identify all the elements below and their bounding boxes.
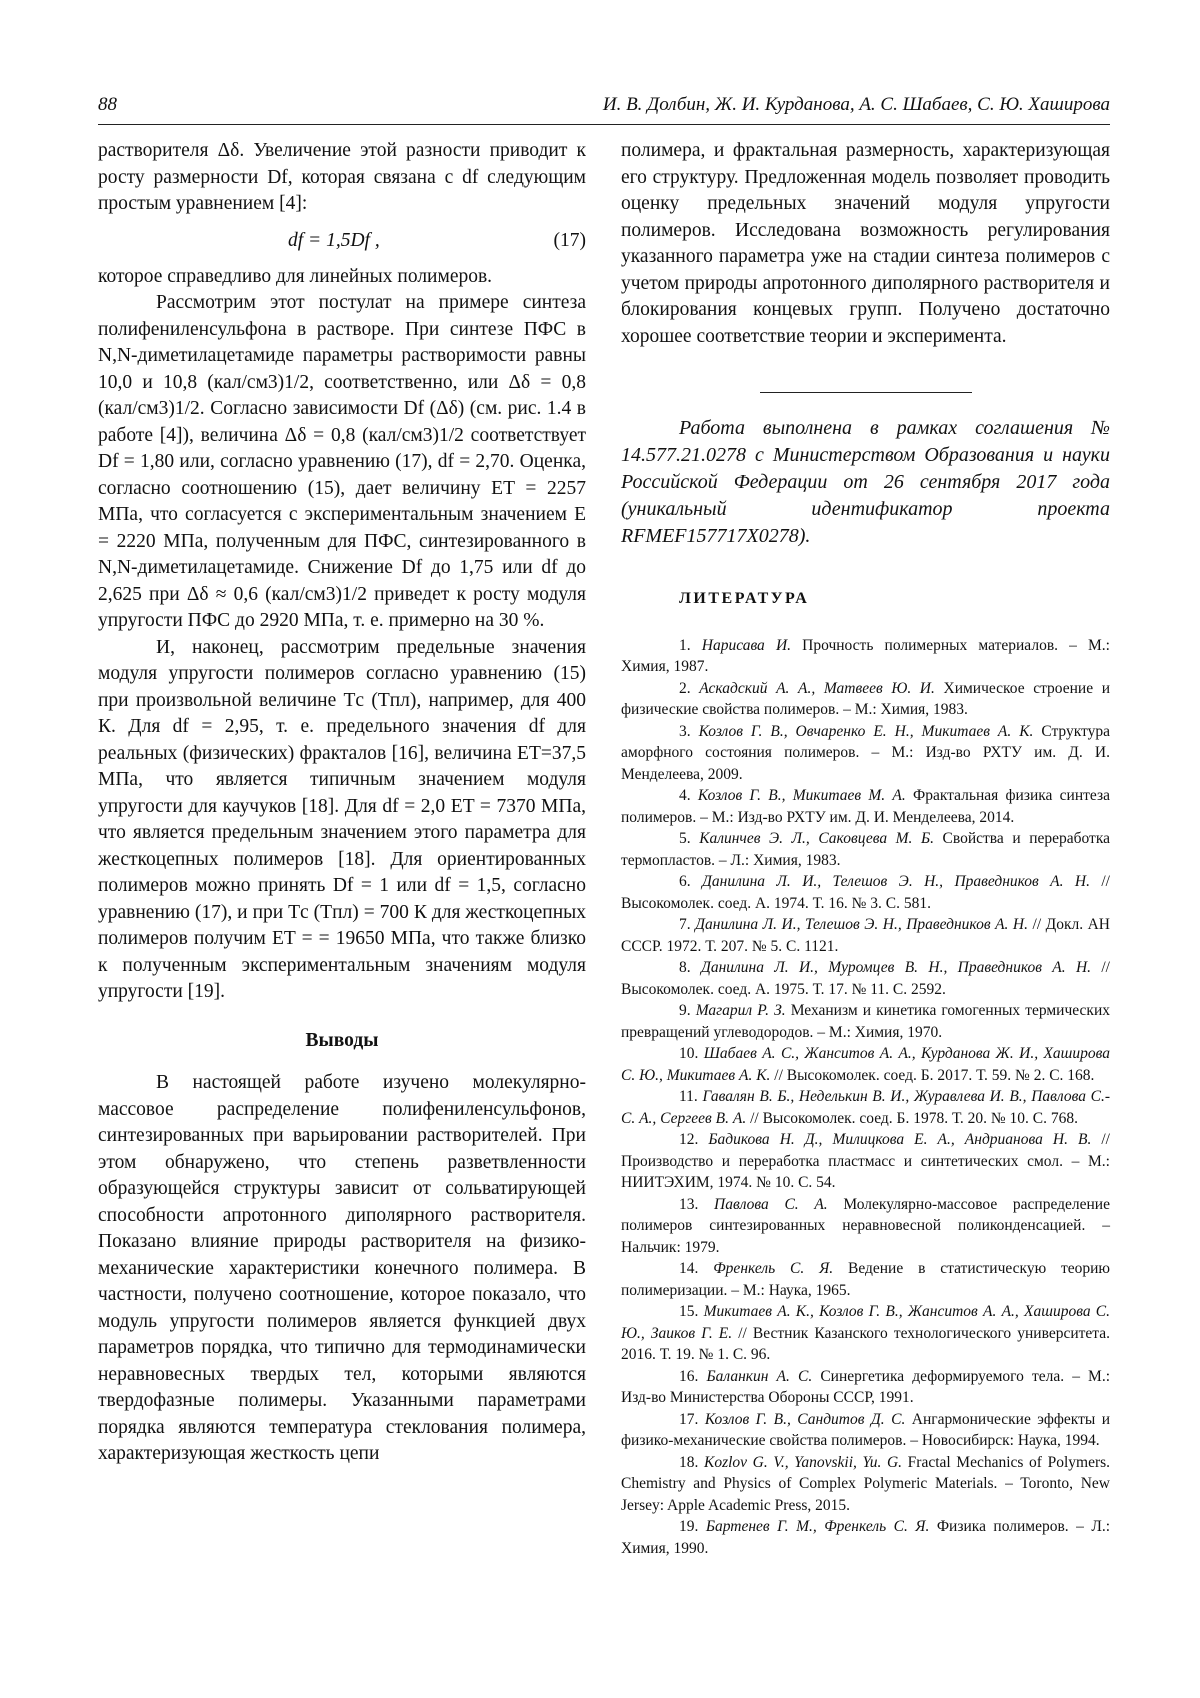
- reference-item: [621, 1516, 1110, 1559]
- reference-item: [621, 828, 1110, 871]
- right-column: [621, 138, 1110, 1559]
- reference-number: 3.: [679, 722, 691, 740]
- reference-text: Фрактальная физика синтеза полимеров. – М.: Изд-во РХТУ им. Д. И. Менделеева, 2014.: [621, 787, 1110, 826]
- references-heading: ЛИТЕРАТУРА: [679, 590, 810, 607]
- reference-number: 11.: [679, 1088, 698, 1105]
- reference-authors: Баланкин А. С.: [706, 1367, 813, 1385]
- reference-number: 12.: [679, 1131, 699, 1148]
- reference-text: Химическое строение и физические свойства полимеров. – М.: Химия, 1983.: [621, 679, 1111, 718]
- left-paragraph-3: Рассмотрим этот постулат на примере синтеза полифениленсульфона в растворе. При синтезе ПФС в N,N-диметилацетамиде параметры растворимости равны 10,0 и 10,8 (кал/см3)1/2, соответственно, или Δδ = 0,8 (кал/см3)1/2. Согласно зависимости Df (Δδ) (см. рис. 1.4 в работе [4]), величина Δδ = 0,8 (кал/см3)1/2 соответствует Df = 1,80 или, согласно уравнению (17), df = 2,70. Оценка, согласно соотношению (15), дает величину ET = 2257 МПа, что согласуется с экспериментальным значением E = 2220 МПа, полученным для ПФС, синтезированного в N,N-диметилацетамиде. Снижение Df до 1,75 или df до 2,625 при Δδ ≈ 0,6 (кал/см3)1/2 приведет к росту модуля упругости ПФС до 2920 МПа, т. е. примерно на 30 %.: [98, 292, 586, 631]
- reference-text: Молекулярно-массовое распределение полимеров синтезированных неравновесной поликонденсацией. – Нальчик: 1979.: [621, 1195, 1110, 1256]
- reference-item: [621, 721, 1110, 786]
- right-paragraph-1: полимера, и фрактальная размерность, характеризующая его структуру. Предложенная модель позволяет проводить оценку предельных значений модуля упругости полимеров. Исследована возможность регулирования указанного параметра уже на стадии синтеза полимеров с учетом природы апротонного диполярного растворителя и блокирования концевых групп. Получено достаточно хорошее соответствие теории и эксперимента.: [621, 140, 1110, 347]
- reference-authors: Козлов Г. В., Микитаев М. А.: [697, 787, 906, 804]
- left-paragraph-2: которое справедливо для линейных полимеров.: [98, 265, 493, 287]
- equation-formula: df = 1,5Df ,: [288, 229, 380, 251]
- reference-authors: Гавалян В. Б., Неделькин В. И., Журавлева И. В., Павлова С.-С. А., Сергеев В. А.: [621, 1088, 1110, 1127]
- reference-item: [621, 678, 1110, 721]
- left-paragraph-4: И, наконец, рассмотрим предельные значения модуля упругости полимеров согласно уравнению (15) при произвольной величине Tс (Tпл), например, для 400 К. Для df = 2,95, т. е. предельного значения df для реальных (физических) фракталов [16], величина ET=37,5 МПа, что является типичным значением модуля упругости для каучуков [18]. Для df = 2,0 ET = 7370 МПа, что является предельным значением этого параметра для жесткоцепных полимеров [18]. Для ориентированных полимеров можно принять Df = 1 или df = 1,5, согласно уравнению (17), и при Tс (Tпл) = 700 К для жесткоцепных полимеров получим ET = = 19650 МПа, что также близко к полученным экспериментальным значениям модуля упругости [19].: [98, 636, 586, 1002]
- equation-17: [98, 218, 586, 264]
- reference-authors: Калинчев Э. Л., Саковцева М. Б.: [699, 830, 934, 847]
- reference-item: [621, 785, 1110, 828]
- page-number: 88: [98, 94, 117, 115]
- reference-item: [621, 635, 1110, 678]
- reference-authors: Нарисава И.: [701, 636, 792, 654]
- reference-number: 19.: [679, 1518, 699, 1535]
- reference-text: // Высокомолек. соед. А. 1974. Т. 16. № 3. С. 581.: [621, 873, 1110, 912]
- reference-text: Физика полимеров. – Л.: Химия, 1990.: [621, 1518, 1111, 1557]
- conclusions-heading: Выводы: [305, 1029, 379, 1051]
- reference-authors: Данилина Л. И., Телешов Э. Н., Праведников А. Н.: [695, 916, 1028, 933]
- reference-number: 16.: [679, 1367, 699, 1385]
- reference-text: Ангармонические эффекты и физико-механические свойства полимеров. – Новосибирск: Наука, 1994.: [621, 1410, 1111, 1449]
- reference-number: 17.: [679, 1410, 699, 1428]
- reference-text: Свойства и переработка термопластов. – Л.: Химия, 1983.: [621, 830, 1111, 869]
- reference-number: 1.: [679, 636, 691, 654]
- running-header: [98, 90, 1110, 125]
- reference-item: [621, 957, 1110, 1000]
- reference-item: [621, 1452, 1110, 1517]
- reference-text: Синергетика деформируемого тела. – М.: Изд-во Министерства Обороны СССР, 1991.: [621, 1367, 1111, 1406]
- reference-authors: Kozlov G. V., Yanovskii, Yu. G.: [704, 1453, 903, 1471]
- reference-authors: Козлов Г. В., Сандитов Д. С.: [704, 1410, 906, 1428]
- reference-authors: Магарил Р. З.: [695, 1002, 786, 1019]
- reference-text: // Докл. АН СССР. 1972. Т. 207. № 5. С. 1121.: [621, 916, 1110, 955]
- reference-number: 18.: [679, 1453, 699, 1471]
- reference-authors: Бадикова Н. Д., Милицкова Е. А., Андрианова Н. В.: [708, 1131, 1092, 1148]
- separator-line: [760, 392, 972, 393]
- reference-number: 2.: [679, 679, 691, 697]
- reference-text: Структура аморфного состояния полимеров. – М.: Изд-во РХТУ им. Д. И. Менделеева, 2009.: [621, 722, 1111, 783]
- left-column: [98, 138, 586, 1468]
- reference-item: [621, 1258, 1110, 1301]
- reference-item: [621, 1043, 1110, 1086]
- reference-number: 8.: [679, 959, 691, 976]
- reference-list: [621, 635, 1110, 1560]
- reference-number: 14.: [679, 1260, 699, 1277]
- reference-item: [621, 1194, 1110, 1259]
- reference-item: [621, 1086, 1110, 1129]
- reference-text: // Производство и переработка пластмасс и синтетических смол. – М.: НИИТЭХИМ, 1974. № 10. С. 54.: [621, 1131, 1110, 1191]
- reference-authors: Шабаев А. С., Жанситов А. А., Курданова Ж. И., Хаширова С. Ю., Микитаев А. К.: [621, 1045, 1111, 1084]
- conclusions-paragraph: В настоящей работе изучено молекулярно-массовое распределение полифениленсульфонов, синтезированных при варьировании растворителей. При этом обнаружено, что степень разветвленности образующейся структуры зависит от сольватирующей способности апротонного диполярного растворителя. Показано влияние природы растворителя на физико-механические характеристики конечного полимера. В частности, получено соотношение, которое показало, что модуль упругости полимеров является функцией двух параметров порядка, что типично для термодинамически неравновесных твердых тел, которыми являются твердофазные полимеры. Указанными параметрами порядка являются температура стеклования полимера, характеризующая жесткость цепи: [98, 1072, 586, 1464]
- reference-number: 4.: [679, 787, 691, 804]
- reference-item: [621, 871, 1110, 914]
- reference-number: 9.: [679, 1002, 691, 1019]
- reference-text: Прочность полимерных материалов. – М.: Химия, 1987.: [621, 636, 1110, 675]
- reference-number: 7.: [679, 916, 691, 933]
- reference-item: [621, 1301, 1110, 1366]
- reference-authors: Микитаев А. К., Козлов Г. В., Жанситов А. А., Хаширова С. Ю., Заиков Г. Е.: [621, 1303, 1111, 1342]
- reference-item: [621, 1000, 1110, 1043]
- reference-text: Fractal Mechanics of Polymers. Chemistry and Physics of Complex Polymeric Materials. – Toronto, New Jersey: Apple Academic Press, 2015.: [621, 1453, 1111, 1514]
- reference-authors: Павлова С. А.: [714, 1195, 828, 1213]
- reference-text: // Вестник Казанского технологического университета. 2016. Т. 19. № 1. С. 96.: [621, 1324, 1110, 1363]
- reference-number: 15.: [679, 1303, 699, 1320]
- reference-number: 10.: [679, 1045, 699, 1062]
- running-header-authors: И. В. Долбин, Ж. И. Курданова, А. С. Шабаев, С. Ю. Хаширова: [602, 94, 1110, 115]
- reference-authors: Френкель С. Я.: [713, 1260, 834, 1277]
- reference-item: [621, 1366, 1110, 1409]
- reference-item: [621, 1129, 1110, 1194]
- reference-authors: Козлов Г. В., Овчаренко Е. Н., Микитаев А. К.: [698, 722, 1034, 740]
- reference-text: // Высокомолек. соед. Б. 2017. Т. 59. № 2. С. 168.: [770, 1066, 1095, 1084]
- acknowledgement: Работа выполнена в рамках соглашения № 14.577.21.0278 с Министерством Образования и науки Российской Федерации от 26 сентября 2017 года (уникальный идентификатор проекта RFMEF157717X0278).: [621, 417, 1110, 547]
- reference-item: [621, 1409, 1110, 1452]
- reference-text: Механизм и кинетика гомогенных термических превращений углеводородов. – М.: Химия, 1970.: [621, 1002, 1110, 1041]
- reference-authors: Бартенев Г. М., Френкель С. Я.: [705, 1518, 930, 1535]
- reference-text: // Высокомолек. соед. Б. 1978. Т. 20. № 10. С. 768.: [746, 1109, 1079, 1127]
- reference-authors: Аскадский А. А., Матвеев Ю. И.: [699, 679, 935, 697]
- reference-text: Ведение в статистическую теорию полимеризации. – М.: Наука, 1965.: [621, 1260, 1111, 1299]
- reference-number: 5.: [679, 830, 691, 847]
- equation-number: (17): [553, 229, 586, 251]
- reference-authors: Данилина Л. И., Муромцев В. Н., Праведников А. Н.: [700, 959, 1092, 976]
- reference-number: 6.: [679, 873, 691, 890]
- reference-text: // Высокомолек. соед. А. 1975. Т. 17. № 11. С. 2592.: [621, 959, 1110, 998]
- reference-authors: Данилина Л. И., Телешов Э. Н., Праведников А. Н.: [702, 873, 1090, 890]
- left-paragraph-1: растворителя Δδ. Увеличение этой разности приводит к росту размерности Df, которая связана с df следующим простым уравнением [4]:: [98, 140, 586, 214]
- reference-number: 13.: [679, 1195, 699, 1213]
- reference-item: [621, 914, 1110, 957]
